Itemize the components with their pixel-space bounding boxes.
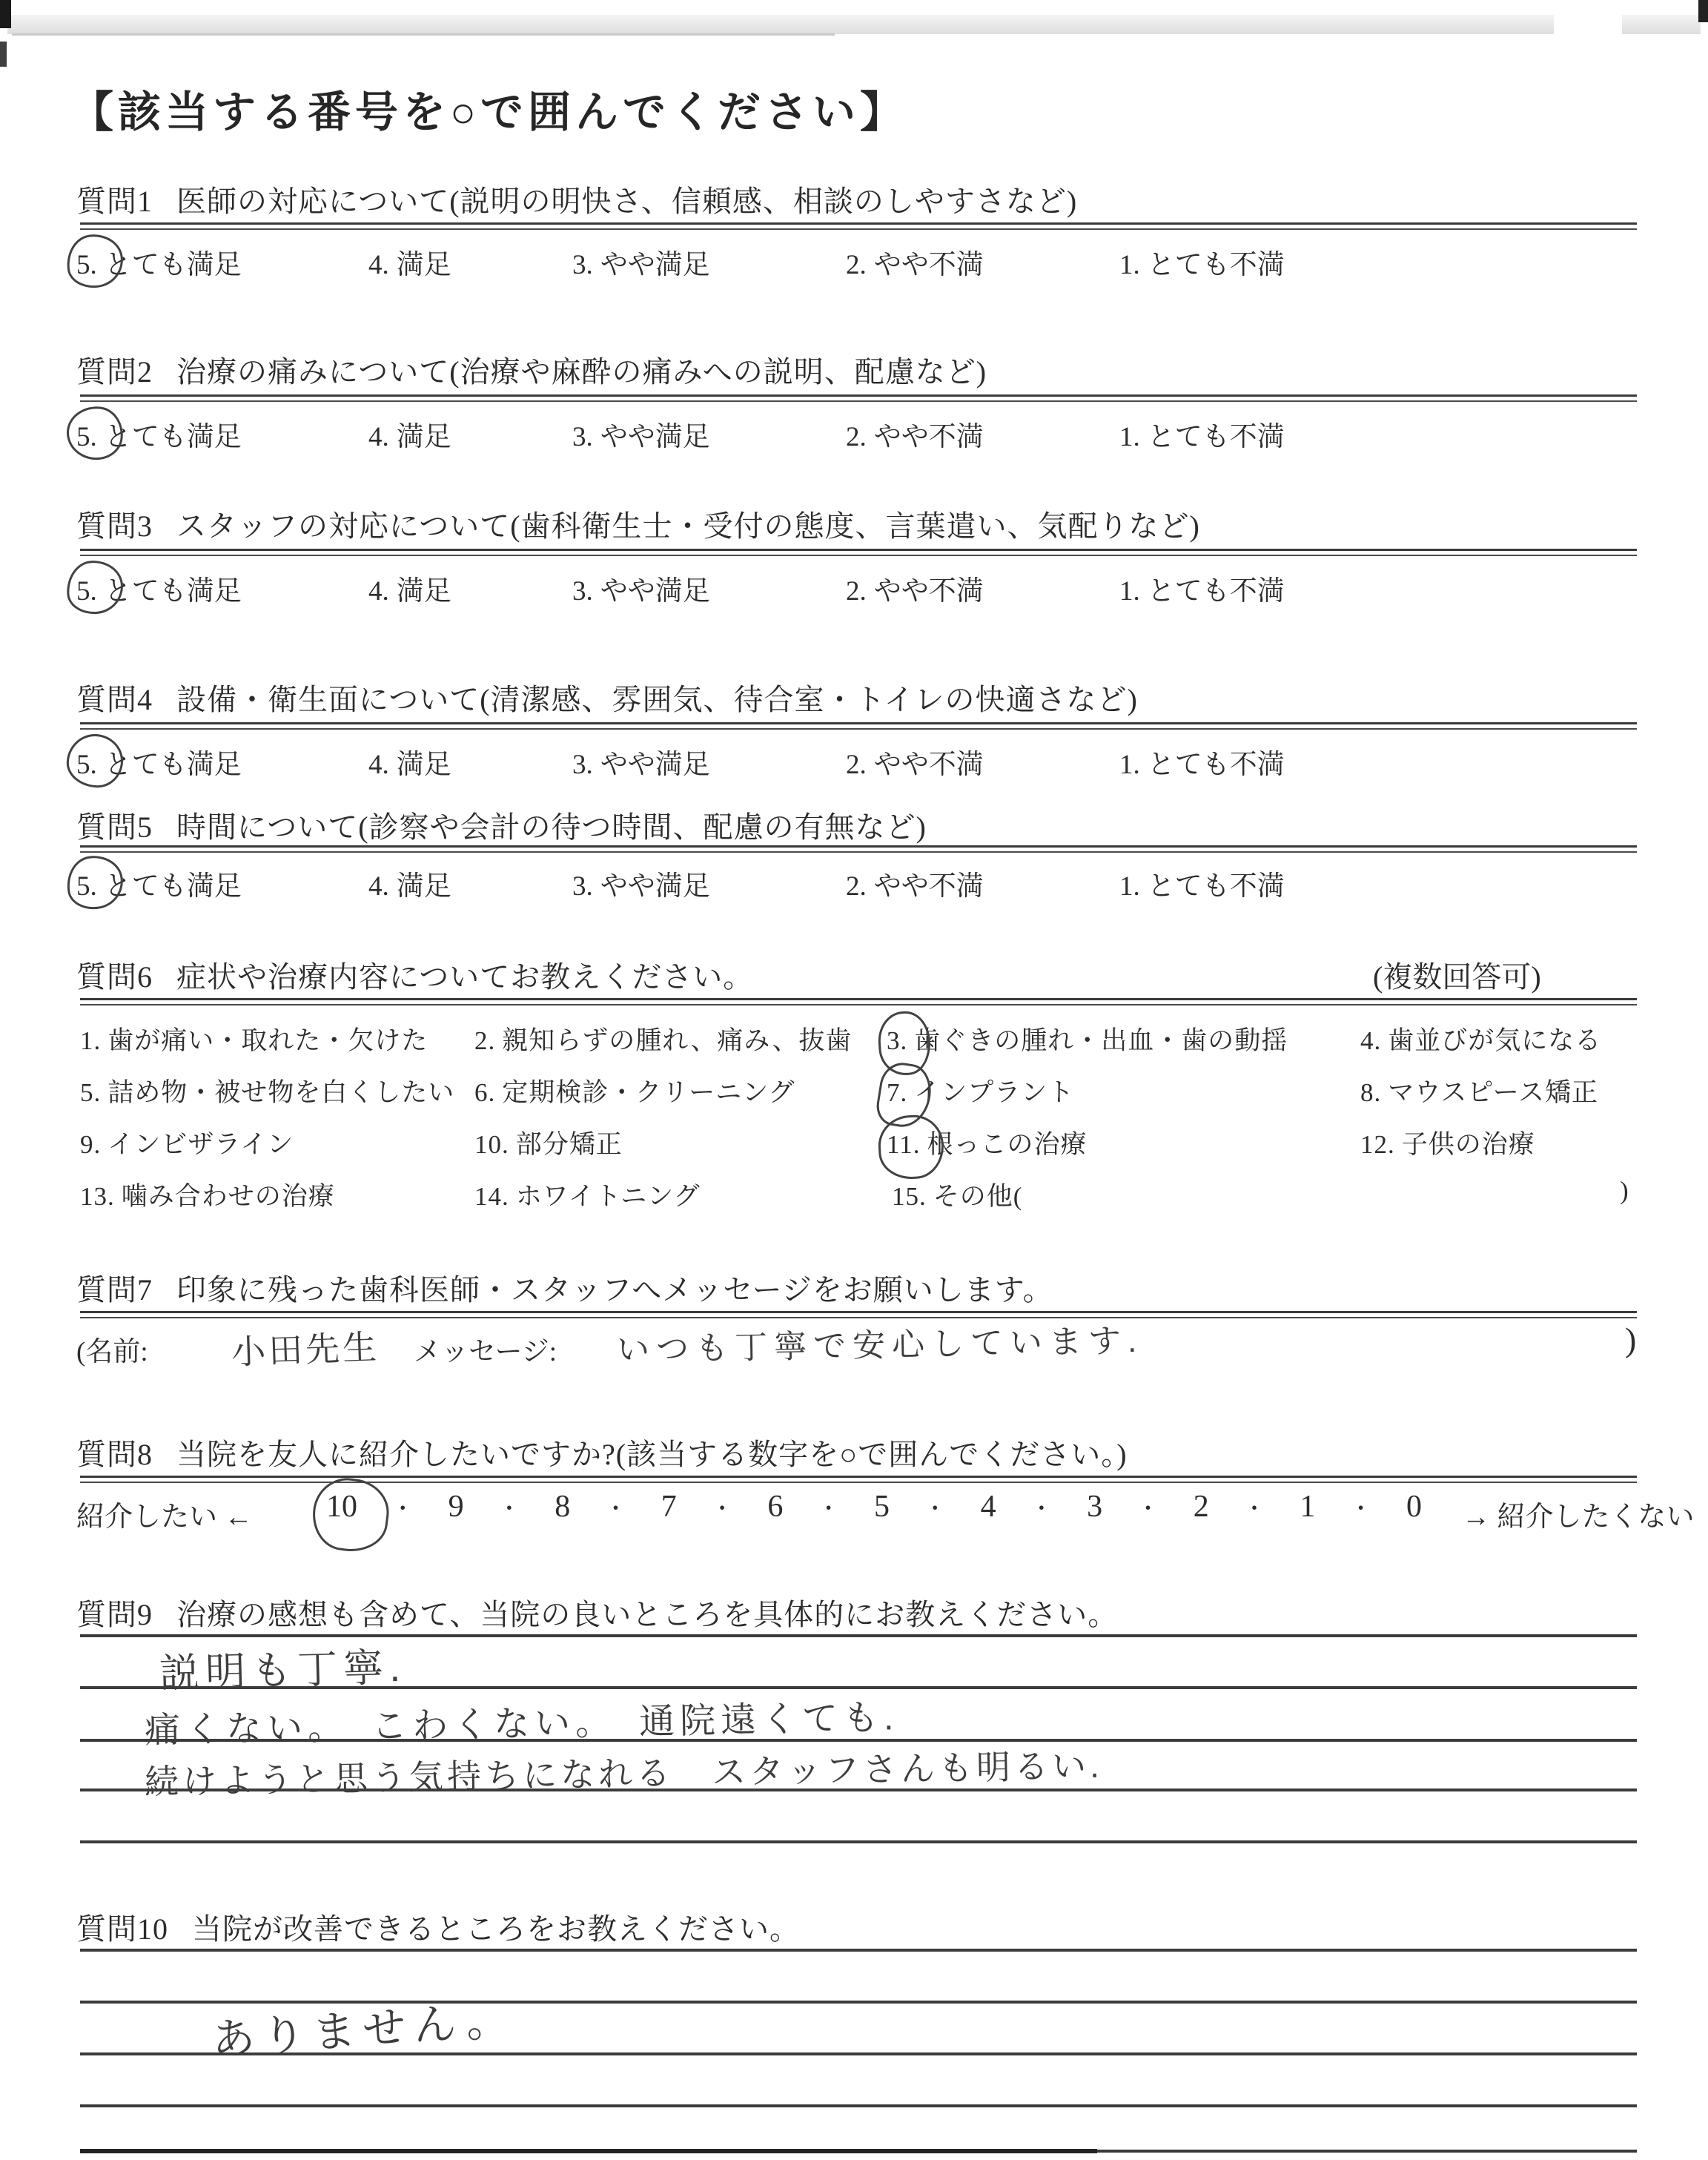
option-number: 4.	[368, 871, 389, 902]
option-number: 13.	[80, 1182, 115, 1211]
option-label: ホワイトニング	[515, 1182, 701, 1211]
option-number: 5.	[80, 1078, 102, 1107]
question-5-header	[76, 804, 927, 846]
question-1-divider	[80, 222, 1637, 230]
q5-option-4	[368, 863, 451, 903]
q10-answer-handwritten: ありません。	[210, 1995, 518, 2065]
q2-option-2	[846, 414, 984, 454]
scale-number-4: 4	[980, 1490, 996, 1524]
option-label: やや不満	[873, 871, 984, 902]
option-label: とても不満	[1147, 576, 1285, 607]
option-number: 1.	[1119, 250, 1140, 280]
writing-line-bottom	[80, 2149, 1097, 2153]
option-label: とても満足	[104, 250, 242, 280]
question-3-text: スタッフの対応について(歯科衛生士・受付の態度、言葉遣い、気配りなど)	[176, 509, 1200, 543]
question-3-number: 質問3	[76, 509, 153, 543]
q5-option-5	[76, 863, 242, 903]
scan-artifact-speck	[0, 0, 11, 28]
q4-option-2	[846, 742, 984, 782]
q1-option-4	[368, 242, 451, 282]
q6-option-7	[887, 1072, 1074, 1109]
scale-separator: ・	[497, 1497, 520, 1522]
option-number: 3.	[572, 871, 593, 902]
option-number: 15.	[892, 1182, 927, 1211]
q2-option-4	[368, 414, 451, 454]
scan-artifact-speck	[1698, 0, 1708, 22]
question-3-divider	[80, 549, 1637, 556]
option-number: 7.	[887, 1078, 908, 1107]
q6-option-10	[474, 1124, 623, 1161]
option-number: 10.	[474, 1130, 509, 1159]
question-7-divider	[80, 1311, 1637, 1318]
option-label: 満足	[396, 576, 451, 607]
scale-number-10: 10	[326, 1489, 357, 1525]
option-label: とても不満	[1147, 750, 1285, 780]
question-4-number: 質問4	[76, 683, 153, 716]
q6-option-12	[1360, 1124, 1535, 1161]
question-6-divider	[80, 998, 1637, 1005]
scale-number-8: 8	[555, 1490, 571, 1524]
scan-artifact-band-notch	[1554, 15, 1622, 34]
option-number: 5.	[76, 576, 97, 607]
scale-separator: ・	[1349, 1497, 1372, 1522]
scale-number-3: 3	[1087, 1490, 1103, 1524]
option-label: とても不満	[1147, 250, 1285, 280]
option-label: 親知らずの腫れ、痛み、抜歯	[502, 1026, 853, 1055]
option-label: とても不満	[1147, 422, 1285, 452]
q1-option-5	[76, 242, 242, 282]
q6-option-1	[80, 1020, 428, 1057]
question-1-options	[76, 242, 1641, 283]
q1-option-3	[572, 242, 710, 282]
question-4-header	[76, 676, 1138, 719]
scale-number-6: 6	[767, 1490, 784, 1524]
q3-option-5	[76, 568, 242, 608]
q5-option-1	[1119, 863, 1285, 903]
option-number: 3.	[572, 250, 593, 280]
scan-artifact-band	[7, 15, 1701, 34]
q7-message-value-handwritten: いつも丁寧で安心しています.	[616, 1322, 1144, 1369]
option-label: とても満足	[104, 871, 242, 902]
recommend-scale	[326, 1489, 1422, 1525]
option-number: 2.	[846, 422, 867, 452]
question-7-number: 質問7	[76, 1273, 153, 1307]
question-3-options	[76, 568, 1641, 610]
q6-option-3	[887, 1020, 1288, 1057]
option-number: 2.	[846, 576, 867, 607]
option-label: 満足	[396, 871, 451, 902]
option-label: やや満足	[600, 250, 710, 280]
option-label: やや不満	[873, 576, 984, 607]
option-number: 2.	[846, 871, 867, 902]
option-label: やや満足	[600, 871, 710, 902]
q3-option-3	[572, 568, 710, 608]
option-label: インプラント	[914, 1078, 1075, 1107]
option-label: やや満足	[600, 576, 710, 607]
option-label: やや不満	[873, 250, 984, 280]
question-9-header	[76, 1591, 1118, 1634]
scan-artifact-band-edge	[12, 33, 835, 36]
q2-option-3	[572, 414, 710, 454]
q3-option-1	[1119, 568, 1285, 608]
option-label: 定期検診・クリーニング	[502, 1078, 795, 1107]
writing-line-bottom	[1097, 2150, 1637, 2153]
recommend-left-label: 紹介したい ←	[76, 1502, 253, 1533]
option-number: 2.	[474, 1026, 496, 1055]
scale-number-9: 9	[448, 1490, 464, 1524]
scale-number-2: 2	[1193, 1490, 1209, 1524]
question-9-number: 質問9	[76, 1598, 153, 1631]
option-number: 2.	[846, 750, 867, 780]
option-number: 5.	[76, 422, 97, 452]
option-number: 4.	[368, 750, 389, 780]
option-label: 満足	[396, 750, 451, 780]
option-number: 8.	[1360, 1078, 1382, 1107]
scale-separator: ・	[604, 1497, 627, 1522]
q6-option-14	[474, 1176, 701, 1213]
question-2-options	[76, 414, 1641, 455]
q6-option-13	[80, 1176, 335, 1213]
scale-number-5: 5	[873, 1490, 890, 1524]
question-2-text: 治療の痛みについて(治療や麻酔の痛みへの説明、配慮など)	[176, 355, 987, 389]
option-label: やや満足	[600, 422, 710, 452]
question-1-text: 医師の対応について(説明の明快さ、信頼感、相談のしやすさなど)	[176, 185, 1078, 218]
option-label: その他(	[933, 1182, 1023, 1211]
option-number: 3.	[572, 576, 593, 607]
q1-option-1	[1119, 242, 1285, 282]
question-10-number: 質問10	[76, 1912, 168, 1946]
question-4-options	[76, 742, 1641, 783]
question-7-header	[76, 1266, 1053, 1309]
option-number: 5.	[76, 750, 97, 780]
q6-option-15	[892, 1176, 1022, 1213]
option-label: 噛み合わせの治療	[121, 1182, 335, 1211]
question-5-divider	[80, 845, 1637, 853]
option-number: 1.	[1119, 576, 1140, 607]
question-5-number: 質問5	[76, 810, 153, 844]
option-label: 歯ぐきの腫れ・出血・歯の動揺	[914, 1026, 1288, 1055]
q9-answer-line-3-handwritten: 続けようと思う気持ちになれる スタッフさんも明るい.	[144, 1745, 1104, 1802]
option-label: 部分矯正	[515, 1130, 623, 1159]
recommend-right-label: → 紹介したくない	[1462, 1502, 1695, 1533]
option-label: 満足	[396, 422, 451, 452]
scale-separator: ・	[391, 1497, 414, 1522]
option-number: 2.	[846, 250, 867, 280]
q4-option-4	[368, 742, 451, 782]
option-number: 12.	[1360, 1130, 1395, 1159]
q9-answer-line-2-handwritten: 痛くない。 こわくない。 通院遠くても.	[144, 1698, 899, 1751]
option-label: 歯並びが気になる	[1388, 1026, 1602, 1055]
option-number: 4.	[368, 422, 389, 452]
option-label: マウスピース矯正	[1388, 1078, 1599, 1107]
question-6-number: 質問6	[76, 960, 153, 994]
option-number: 11.	[887, 1130, 921, 1159]
scale-separator: ・	[1136, 1497, 1159, 1522]
q6-option-2	[474, 1020, 852, 1057]
q4-option-1	[1119, 742, 1285, 782]
option-label: 根っこの治療	[927, 1130, 1088, 1159]
option-label: やや不満	[873, 750, 984, 780]
option-label: 詰め物・被せ物を白くしたい	[107, 1078, 455, 1107]
option-number: 1.	[1119, 422, 1140, 452]
option-number: 1.	[1119, 871, 1140, 902]
option-number: 4.	[368, 576, 389, 607]
question-8-number: 質問8	[76, 1438, 153, 1471]
scale-separator: ・	[1243, 1497, 1266, 1522]
question-6-row-3	[76, 1124, 1641, 1163]
option-number: 1.	[80, 1026, 102, 1055]
question-2-number: 質問2	[76, 355, 153, 389]
question-4-divider	[80, 722, 1637, 730]
q4-option-3	[572, 742, 710, 782]
question-5-options	[76, 863, 1641, 905]
writing-line	[80, 1949, 1637, 1952]
option-label: やや満足	[600, 750, 710, 780]
q7-name-value-handwritten: 小田先生	[231, 1327, 380, 1372]
scale-number-1: 1	[1300, 1490, 1316, 1524]
q5-option-2	[846, 863, 984, 903]
option-number: 3.	[572, 750, 593, 780]
q6-option-11	[887, 1124, 1087, 1161]
q4-option-5	[76, 742, 242, 782]
option-number: 6.	[474, 1078, 496, 1107]
question-10-text: 当院が改善できるところをお教えください。	[192, 1912, 800, 1946]
question-9-text: 治療の感想も含めて、当院の良いところを具体的にお教えください。	[176, 1598, 1119, 1631]
question-6-header	[76, 954, 753, 996]
scale-separator: ・	[1030, 1497, 1053, 1522]
option-number: 1.	[1119, 750, 1140, 780]
scale-number-0: 0	[1406, 1490, 1422, 1524]
q2-option-5	[76, 414, 242, 454]
question-10-header	[76, 1906, 800, 1948]
q6-option-5	[80, 1072, 454, 1109]
q7-message-label: メッセージ:	[414, 1337, 557, 1367]
q6-option-6	[474, 1072, 795, 1109]
question-5-text: 時間について(診察や会計の待つ時間、配慮の有無など)	[176, 810, 927, 844]
q5-option-3	[572, 863, 710, 903]
q6-option-8	[1360, 1072, 1598, 1109]
question-7-text: 印象に残った歯科医師・スタッフへメッセージをお願いします。	[176, 1273, 1053, 1307]
q2-option-1	[1119, 414, 1285, 454]
option-number: 5.	[76, 250, 97, 280]
q3-option-2	[846, 568, 984, 608]
q7-name-label: (名前:	[76, 1337, 148, 1367]
writing-line	[80, 1840, 1637, 1843]
writing-line	[80, 2104, 1637, 2107]
option-label: 歯が痛い・取れた・欠けた	[107, 1026, 428, 1055]
question-2-divider	[80, 394, 1637, 402]
scan-artifact-speck	[0, 42, 7, 67]
q1-option-2	[846, 242, 984, 282]
scale-separator: ・	[924, 1497, 947, 1522]
option-number: 3.	[887, 1026, 908, 1055]
option-label: インビザライン	[107, 1130, 294, 1159]
question-4-text: 設備・衛生面について(清潔感、雰囲気、待合室・トイレの快適さなど)	[176, 683, 1138, 716]
option-number: 4.	[1360, 1026, 1382, 1055]
option-number: 9.	[80, 1130, 102, 1159]
scale-separator: ・	[711, 1497, 734, 1522]
question-6-note: (複数回答可)	[1373, 960, 1541, 994]
scale-separator: ・	[817, 1497, 840, 1522]
option-label: とても満足	[104, 750, 242, 780]
option-label: 満足	[396, 250, 451, 280]
question-6-row-1	[76, 1020, 1641, 1059]
writing-line	[80, 1634, 1637, 1637]
q3-option-4	[368, 568, 451, 608]
option-label: とても不満	[1147, 871, 1285, 902]
question-2-header	[76, 349, 987, 391]
q9-answer-line-1-handwritten: 説明も丁寧.	[159, 1645, 407, 1697]
question-6-text: 症状や治療内容についてお教えください。	[176, 960, 754, 994]
question-3-header	[76, 503, 1200, 545]
q7-close-paren: )	[1625, 1321, 1637, 1358]
option-label: やや不満	[873, 422, 984, 452]
question-8-text: 当院を友人に紹介したいですか?(該当する数字を○で囲んでください。)	[176, 1438, 1128, 1471]
option-label: とても満足	[104, 422, 242, 452]
q6-option-9	[80, 1124, 294, 1161]
option-number: 14.	[474, 1182, 509, 1211]
q6-option-4	[1360, 1020, 1601, 1057]
question-6-row-2	[76, 1072, 1641, 1111]
question-1-number: 質問1	[76, 185, 153, 218]
question-8-header	[76, 1431, 1128, 1473]
option-number: 4.	[368, 250, 389, 280]
form-title: 【該当する番号を○で囲んでください】	[70, 88, 908, 136]
question-6-row-4	[76, 1176, 1641, 1215]
option-number: 5.	[76, 871, 97, 902]
scale-number-7: 7	[661, 1490, 677, 1524]
option-number: 3.	[572, 422, 593, 452]
option-label: 子供の治療	[1401, 1130, 1535, 1159]
q6-option-15-close-paren: )	[1620, 1176, 1629, 1205]
question-8-divider	[80, 1476, 1637, 1483]
question-1-header	[76, 178, 1077, 220]
option-label: とても満足	[104, 576, 242, 607]
